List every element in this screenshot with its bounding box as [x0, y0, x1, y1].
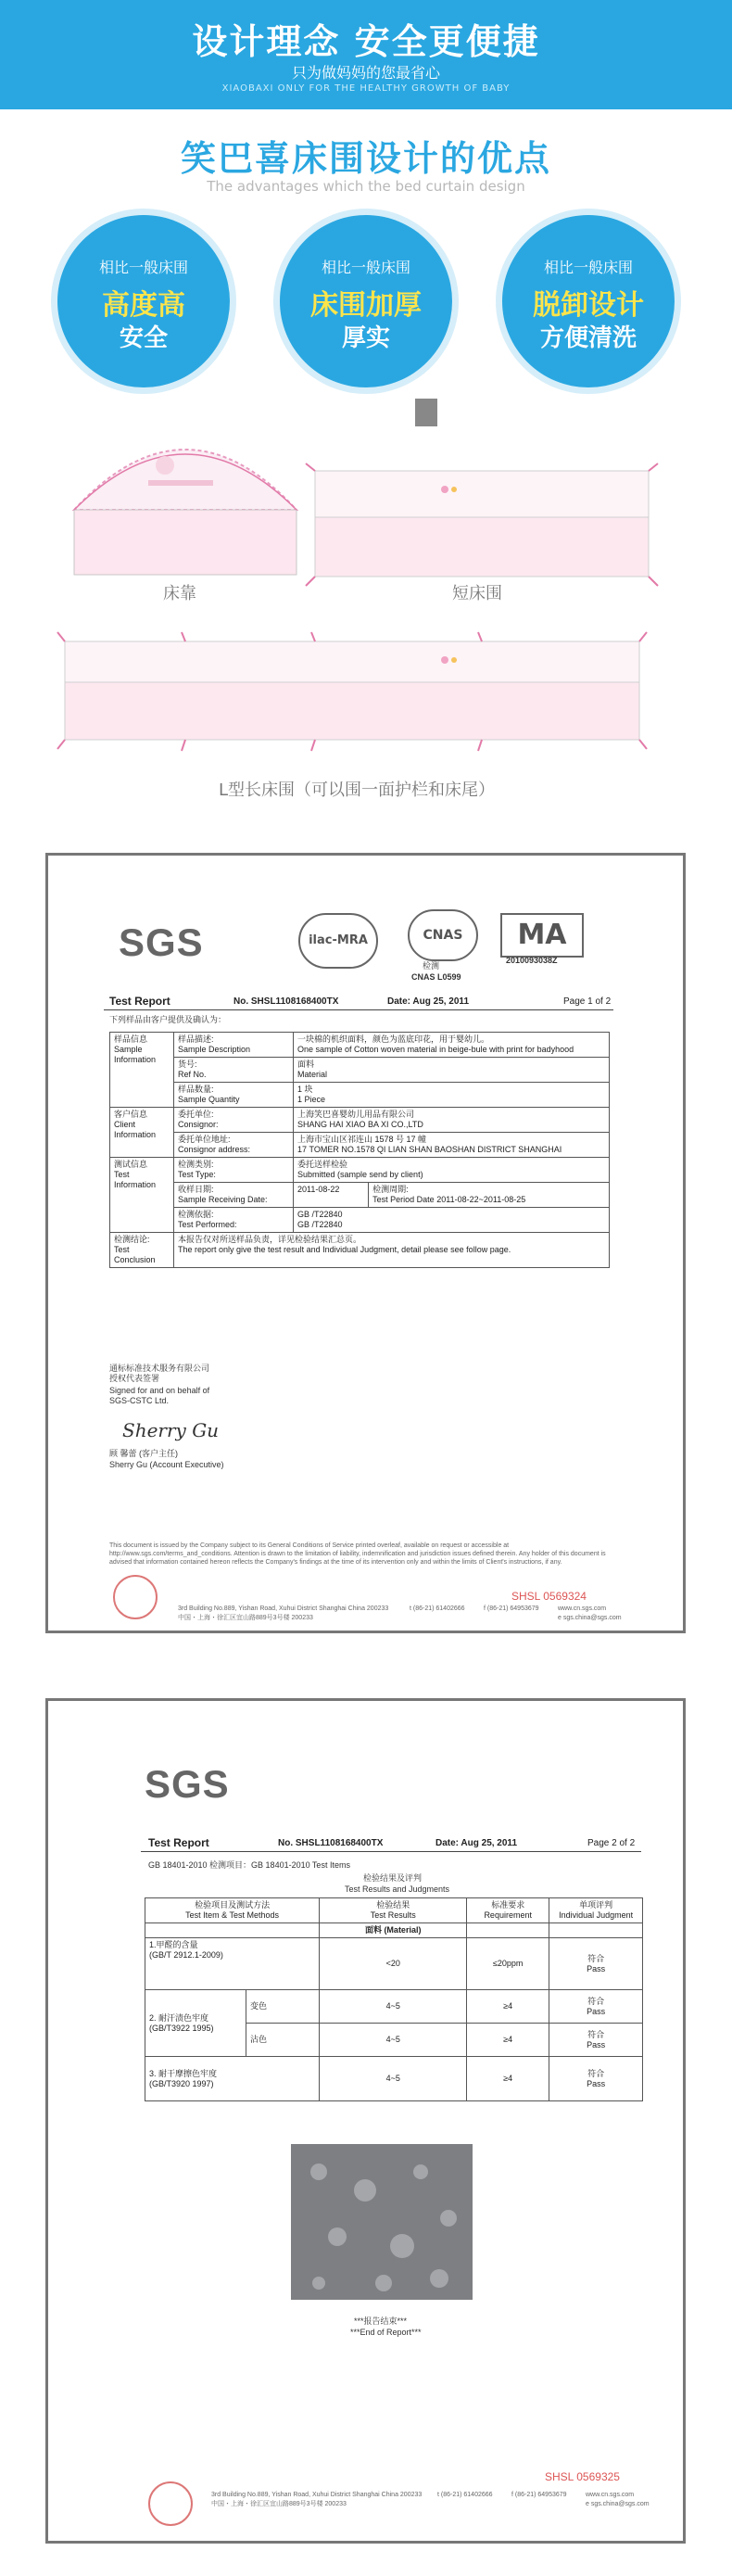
table-cell: ≥4 [467, 2024, 549, 2057]
table-cell: 客户信息 Client Information [110, 1108, 174, 1158]
header-judgment: 单项评判 Individual Judgment [549, 1898, 643, 1923]
report-intro: 下列样品由客户提供及确认为： [109, 1015, 227, 1024]
short-bumper-illustration [306, 399, 658, 586]
header-requirement: 标准要求 Requirement [467, 1898, 549, 1923]
table-cell: 一块棉的机织面料，颜色为蓝底印花，用于婴幼儿。 One sample of Cotton woven material in beige-bule with print for badyhood [294, 1033, 610, 1058]
table-cell: 测试信息 Test Information [110, 1158, 174, 1233]
long-bumper-caption: L型长床围（可以围一面护栏和床尾） [219, 780, 496, 800]
table-row [110, 1233, 610, 1268]
disclaimer: This document is issued by the Company subject to its General Conditions of Service printed overleaf, available on request or accessible at http://www.sgs.com/terms_and_conditions. Attention is drawn to the limitation of liability, indemnification and jurisdiction issues defined therein. Any holder of this document is advised that information contained hereon reflects the Company's findings at the time of its intervention only and within the limits of Client's instructions, if any. [109, 1542, 606, 1566]
footer-email: e sgs.china@sgs.com [558, 1615, 622, 1621]
table-cell: GB /T22840 GB /T22840 [294, 1208, 610, 1233]
serial-prefix: SHSL [511, 1590, 540, 1603]
table-cell: 4~5 [320, 2024, 467, 2057]
table-cell: 样品信息 Sample Information [110, 1033, 174, 1108]
serial-value: 0569324 [543, 1590, 587, 1603]
top-banner [0, 0, 732, 109]
report-date: Date: Aug 25, 2011 [387, 996, 470, 1007]
table-cell: 委托单位地址: Consignor address: [174, 1133, 294, 1158]
table-cell [369, 1183, 610, 1208]
table-row [110, 1058, 610, 1083]
report-title: Test Report [109, 995, 170, 1008]
sgs-stamp [113, 1575, 158, 1619]
banner-subtitle: 只为做妈妈的您最省心 [291, 64, 440, 82]
table-row [145, 1938, 643, 1990]
table-cell: 1 块 1 Piece [294, 1083, 610, 1108]
cma-logo: MA [500, 913, 584, 958]
table-cell: 检测依据: Test Performed: [174, 1208, 294, 1233]
footer-address-cn: 中国・上海・徐汇区宜山路889号3号楼 200233 [211, 2501, 347, 2507]
signed-cn: 通标标准技术服务有限公司 授权代表签署 [109, 1364, 210, 1383]
advantage-circle-height [57, 215, 230, 387]
table-row [110, 1208, 610, 1233]
footer-web: www.cn.sgs.com [558, 1605, 607, 1612]
short-bumper-caption: 短床围 [452, 584, 502, 603]
cnas-label: 检测 [423, 961, 440, 971]
report-number: No. SHSL1108168400TX [278, 1838, 384, 1848]
table-cell: 委托单位: Consignor: [174, 1108, 294, 1133]
banner-tagline: XIAOBAXI ONLY FOR THE HEALTHY GROWTH OF BABY [221, 83, 511, 94]
report-date: Date: Aug 25, 2011 [435, 1838, 518, 1848]
table-row [145, 2057, 643, 2101]
table-cell: 4~5 [320, 2057, 467, 2101]
signed-en: Signed for and on behalf of SGS-CSTC Ltd. [109, 1386, 210, 1405]
table-cell [467, 1923, 549, 1938]
sgs-stamp [148, 2481, 193, 2526]
table-cell: 符合 Pass [549, 1990, 643, 2024]
table-cell: 收样日期: Sample Receiving Date: [174, 1183, 294, 1208]
banner-title: 设计理念 安全更便捷 [192, 21, 540, 62]
signer-cn: 顾 馨蕾 (客户主任) [109, 1449, 178, 1458]
sgs-logo: SGS [119, 920, 204, 964]
test-results-table [145, 1897, 643, 2101]
table-cell: 沾色 [246, 2024, 320, 2057]
advantage-line2: 床围加厚 [310, 289, 422, 322]
table-cell: 符合 Pass [549, 1938, 643, 1990]
test-period-label: 检测周期: Test Period Date [372, 1185, 435, 1204]
table-cell: <20 [320, 1938, 467, 1990]
footer-address-en: 3rd Building No.889, Yishan Road, Xuhui District Shanghai China 200233 [178, 1605, 389, 1612]
footer-fax: f (86-21) 64953679 [484, 1605, 539, 1612]
table-cell: 委托送样检验 Submitted (sample send by client) [294, 1158, 610, 1183]
cma-number: 2010093038Z [506, 956, 558, 965]
table-cell [145, 1923, 320, 1938]
ilac-mra-logo: ilac-MRA [298, 913, 378, 969]
serial-number [511, 1590, 587, 1603]
footer-tel: t (86-21) 61402666 [410, 1605, 465, 1612]
cnas-logo: CNAS [408, 909, 478, 961]
report-page: Page 1 of 2 [563, 996, 612, 1007]
test-report-page-1 [45, 853, 686, 1633]
advantage-line1: 相比一般床围 [543, 259, 633, 276]
advantage-circle-thick [280, 215, 452, 387]
table-cell: 2. 耐汗渍色牢度 (GB/T3922 1995) [145, 1990, 246, 2057]
table-cell: 货号: Ref No. [174, 1058, 294, 1083]
advantage-line3: 厚实 [341, 324, 390, 352]
table-cell: 1.甲醛的含量 (GB/T 2912.1-2009) [145, 1938, 320, 1990]
table-cell: 3. 耐干摩擦色牢度 (GB/T3920 1997) [145, 2057, 320, 2101]
fabric-texture [291, 2144, 473, 2300]
table-cell: 样品数量: Sample Quantity [174, 1083, 294, 1108]
table-cell: 符合 Pass [549, 2024, 643, 2057]
advantage-line1: 相比一般床围 [98, 259, 188, 276]
table-cell: ≤20ppm [467, 1938, 549, 1990]
report-title: Test Report [148, 1836, 209, 1849]
sgs-logo: SGS [145, 1762, 230, 1806]
fabric-sample-photo [291, 2144, 473, 2300]
table-cell [549, 1923, 643, 1938]
headboard-illustration [74, 450, 297, 575]
end-of-report-cn: ***报告结束*** [354, 2316, 408, 2326]
table-cell: 检测类别: Test Type: [174, 1158, 294, 1183]
serial-number [545, 2470, 620, 2483]
report-page: Page 2 of 2 [587, 1838, 636, 1848]
table-row [110, 1033, 610, 1058]
test-report-page-2 [45, 1698, 686, 2544]
table-row [110, 1108, 610, 1133]
advantages-subtitle: The advantages which the bed curtain design [207, 178, 525, 195]
header-rule [141, 1851, 641, 1852]
report-number: No. SHSL1108168400TX [233, 996, 339, 1007]
signature: Sherry Gu [122, 1419, 220, 1441]
end-of-report-en: ***End of Report*** [350, 2328, 422, 2337]
table-row [110, 1133, 610, 1158]
advantage-line3: 方便清洗 [539, 324, 637, 352]
results-cn: 检验结果及评判 [363, 1873, 423, 1883]
table-cell: 上海市宝山区祁连山 1578 号 17 幢 17 TOMER NO.1578 QI LIAN SHAN BAOSHAN DISTRICT SHANGHAI [294, 1133, 610, 1158]
table-header-row [145, 1898, 643, 1923]
footer-email: e sgs.china@sgs.com [586, 2501, 650, 2507]
advantage-circle-detach [502, 215, 675, 387]
serial-prefix: SHSL [545, 2470, 574, 2483]
footer-address-en: 3rd Building No.889, Yishan Road, Xuhui District Shanghai China 200233 [211, 2492, 423, 2498]
header-item: 检验项目及测试方法 Test Item & Test Methods [145, 1898, 320, 1923]
table-row [110, 1083, 610, 1108]
standard-items: GB 18401-2010 检测项目：GB 18401-2010 Test Items [148, 1860, 350, 1870]
cnas-number: CNAS L0599 [411, 972, 461, 982]
table-cell: 变色 [246, 1990, 320, 2024]
headboard-caption: 床靠 [163, 584, 196, 603]
table-cell: 4~5 [320, 1990, 467, 2024]
advantages-title: 笑巴喜床围设计的优点 [180, 138, 551, 179]
table-cell: 面料 Material [294, 1058, 610, 1083]
table-row [110, 1158, 610, 1183]
table-cell: 样品描述: Sample Description [174, 1033, 294, 1058]
table-cell: ≥4 [467, 2057, 549, 2101]
footer-address-cn: 中国・上海・徐汇区宜山路889号3号楼 200233 [178, 1615, 313, 1621]
table-cell: 检测结论: Test Conclusion [110, 1233, 174, 1268]
table-cell: ≥4 [467, 1990, 549, 2024]
advantage-line2: 脱卸设计 [533, 289, 644, 322]
test-period-value: 2011-08-22~2011-08-25 [436, 1195, 526, 1204]
header-rule [104, 1009, 613, 1010]
material-label: 面料 (Material) [320, 1923, 467, 1938]
footer-web: www.cn.sgs.com [586, 2492, 635, 2498]
table-row [145, 1923, 643, 1938]
long-bumper-illustration [57, 632, 647, 751]
footer-fax: f (86-21) 64953679 [511, 2492, 567, 2498]
table-cell: 符合 Pass [549, 2057, 643, 2101]
advantage-line2: 高度高 [102, 289, 185, 322]
signer-en: Sherry Gu (Account Executive) [109, 1460, 224, 1469]
results-en: Test Results and Judgments [345, 1884, 450, 1894]
report-info-table [109, 1032, 610, 1268]
table-row [110, 1183, 610, 1208]
header-result: 检验结果 Test Results [320, 1898, 467, 1923]
table-row [145, 1990, 643, 2024]
table-cell: 本报告仅对所送样品负责，详见检验结果汇总页。 The report only give the test result and Individual Judgment, detail please see follow page. [174, 1233, 610, 1268]
advantage-line1: 相比一般床围 [321, 259, 410, 276]
footer-tel: t (86-21) 61402666 [437, 2492, 493, 2498]
table-cell: 2011-08-22 [294, 1183, 369, 1208]
table-cell: 上海笑巴喜婴幼儿用品有限公司 SHANG HAI XIAO BA XI CO.,LTD [294, 1108, 610, 1133]
bumper-illustrations [0, 399, 732, 825]
serial-value: 0569325 [576, 2470, 620, 2483]
advantage-line3: 安全 [119, 324, 168, 352]
